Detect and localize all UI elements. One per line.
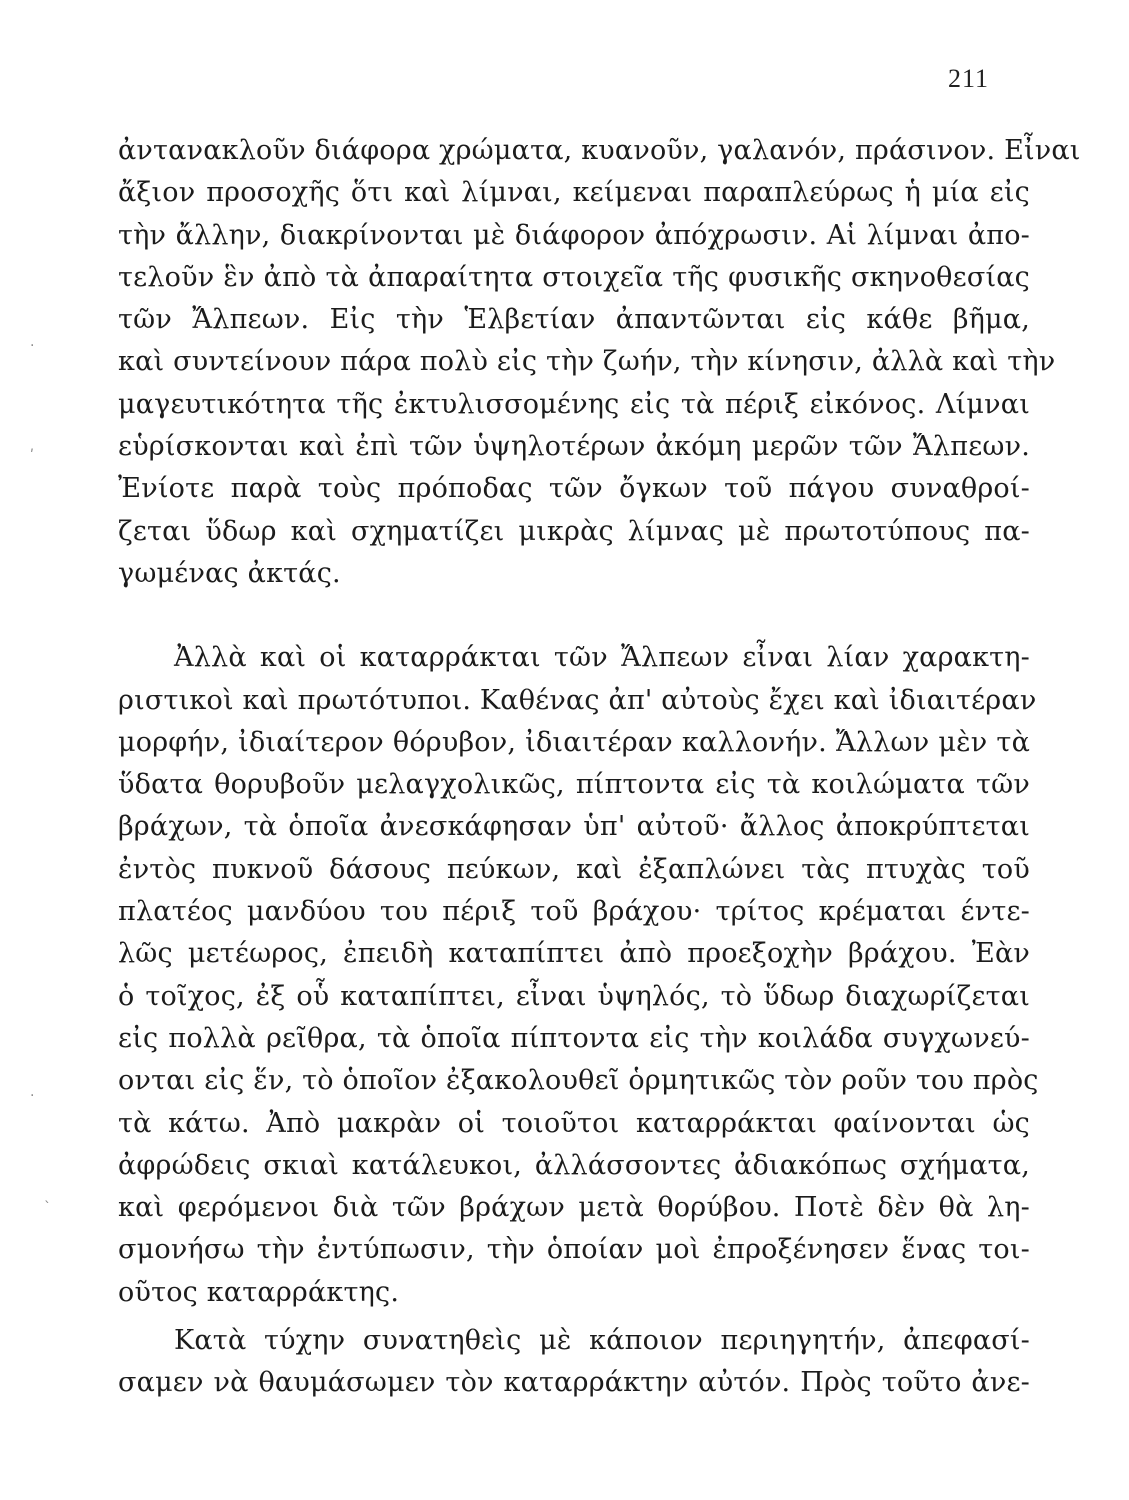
text-line: Ἐνίοτε παρὰ τοὺς πρόποδας τῶν ὄγκων τοῦ πάγου συναθροί- [118,473,1030,505]
text-line: τελοῦν ἓν ἀπὸ τὰ ἀπαραίτητα στοιχεῖα τῆς φυσικῆς σκηνοθεσίας [118,261,1030,293]
text-line: σαμεν νὰ θαυμάσωμεν τὸν καταρράκτην αὐτόν. Πρὸς τοῦτο ἀνε- [118,1367,1030,1399]
text-line: εἰς πολλὰ ρεῖθρα, τὰ ὁποῖα πίπτοντα εἰς τὴν κοιλάδα συγχωνεύ- [118,1022,1030,1054]
text-line: ὁ τοῖχος, ἐξ οὗ καταπίπτει, εἶναι ὑψηλός, τὸ ὕδωρ διαχωρίζεται [118,980,1030,1012]
text-line: ζεται ὕδωρ καὶ σχηματίζει μικρὰς λίμνας μὲ πρωτοτύπους πα- [118,515,1030,547]
text-line: τῶν Ἄλπεων. Εἰς τὴν Ἑλβετίαν ἀπαντῶνται εἰς κάθε βῆμα, [118,304,1030,336]
paragraph-2 [118,637,1039,1314]
paragraph-spacer [118,595,1030,637]
text-line: βράχων, τὰ ὁποῖα ἀνεσκάφησαν ὑπ' αὐτοῦ· ἄλλος ἀποκρύπτεται [118,811,1030,843]
margin-speck: · [30,338,35,354]
text-line: εὑρίσκονται καὶ ἐπὶ τῶν ὑψηλοτέρων ἀκόμη μερῶν τῶν Ἄλπεων. [118,431,1030,463]
paragraph-1 [118,130,1081,595]
text-line: μορφήν, ἰδιαίτερον θόρυβον, ἰδιαιτέραν καλλονήν. Ἄλλων μὲν τὰ [118,726,1030,758]
text-line: λῶς μετέωρος, ἐπειδὴ καταπίπτει ἀπὸ προεξοχὴν βράχου. Ἐὰν [118,938,1030,970]
text-body [118,130,1081,1405]
margin-speck: ʹ [30,448,34,464]
text-line: ἀντανακλοῦν διάφορα χρώματα, κυανοῦν, γαλανόν, πράσινον. Εἶναι [118,135,1081,166]
page-number: 211 [947,64,989,93]
text-line: καὶ φερόμενοι διὰ τῶν βράχων μετὰ θορύβου. Ποτὲ δὲν θὰ λη- [118,1192,1030,1224]
text-line: οῦτος καταρράκτης. [118,1276,400,1308]
text-line: σμονήσω τὴν ἐντύπωσιν, τὴν ὁποίαν μοὶ ἐπροξένησεν ἕνας τοι- [118,1234,1030,1266]
text-line: καὶ συντείνουν πάρα πολὺ εἰς τὴν ζωήν, τὴν κίνησιν, ἀλλὰ καὶ τὴν [118,346,1056,378]
text-line: τὰ κάτω. Ἀπὸ μακρὰν οἱ τοιοῦτοι καταρράκται φαίνονται ὡς [118,1107,1030,1139]
text-line: γωμένας ἀκτάς. [118,557,341,589]
text-line: Κατὰ τύχην συνατηθεὶς μὲ κάποιον περιηγητήν, ἀπεφασί- [174,1325,1030,1357]
text-line: ἄξιον προσοχῆς ὅτι καὶ λίμναι, κείμεναι παραπλεύρως ἡ μία εἰς [118,177,1030,209]
text-line: ἐντὸς πυκνοῦ δάσους πεύκων, καὶ ἐξαπλώνει τὰς πτυχὰς τοῦ [118,853,1030,885]
text-line: ἀφρώδεις σκιαὶ κατάλευκοι, ἀλλάσσοντες ἀδιακόπως σχήματα, [118,1149,1030,1181]
text-line: ὕδατα θορυβοῦν μελαγχολικῶς, πίπτοντα εἰς τὰ κοιλώματα τῶν [118,769,1030,801]
margin-speck: ˋ [44,1200,51,1216]
text-line: Ἀλλὰ καὶ οἱ καταρράκται τῶν Ἄλπεων εἶναι λίαν χαρακτη- [174,642,1030,674]
text-line: ριστικοὶ καὶ πρωτότυποι. Καθένας ἀπ' αὐτοὺς ἔχει καὶ ἰδιαιτέραν [118,684,1037,716]
margin-speck: · [30,1088,35,1104]
text-line: τὴν ἄλλην, διακρίνονται μὲ διάφορον ἀπόχρωσιν. Αἱ λίμναι ἀπο- [118,219,1030,251]
text-line: πλατέος μανδύου του πέριξ τοῦ βράχου· τρίτος κρέμαται έντε- [118,896,1030,928]
paragraph-3 [118,1320,1030,1405]
text-line: ονται εἰς ἕν, τὸ ὁποῖον ἐξακολουθεῖ ὁρμητικῶς τὸν ροῦν του πρὸς [118,1065,1039,1097]
text-line: μαγευτικότητα τῆς ἐκτυλισσομένης εἰς τὰ πέριξ εἰκόνος. Λίμναι [118,388,1030,420]
